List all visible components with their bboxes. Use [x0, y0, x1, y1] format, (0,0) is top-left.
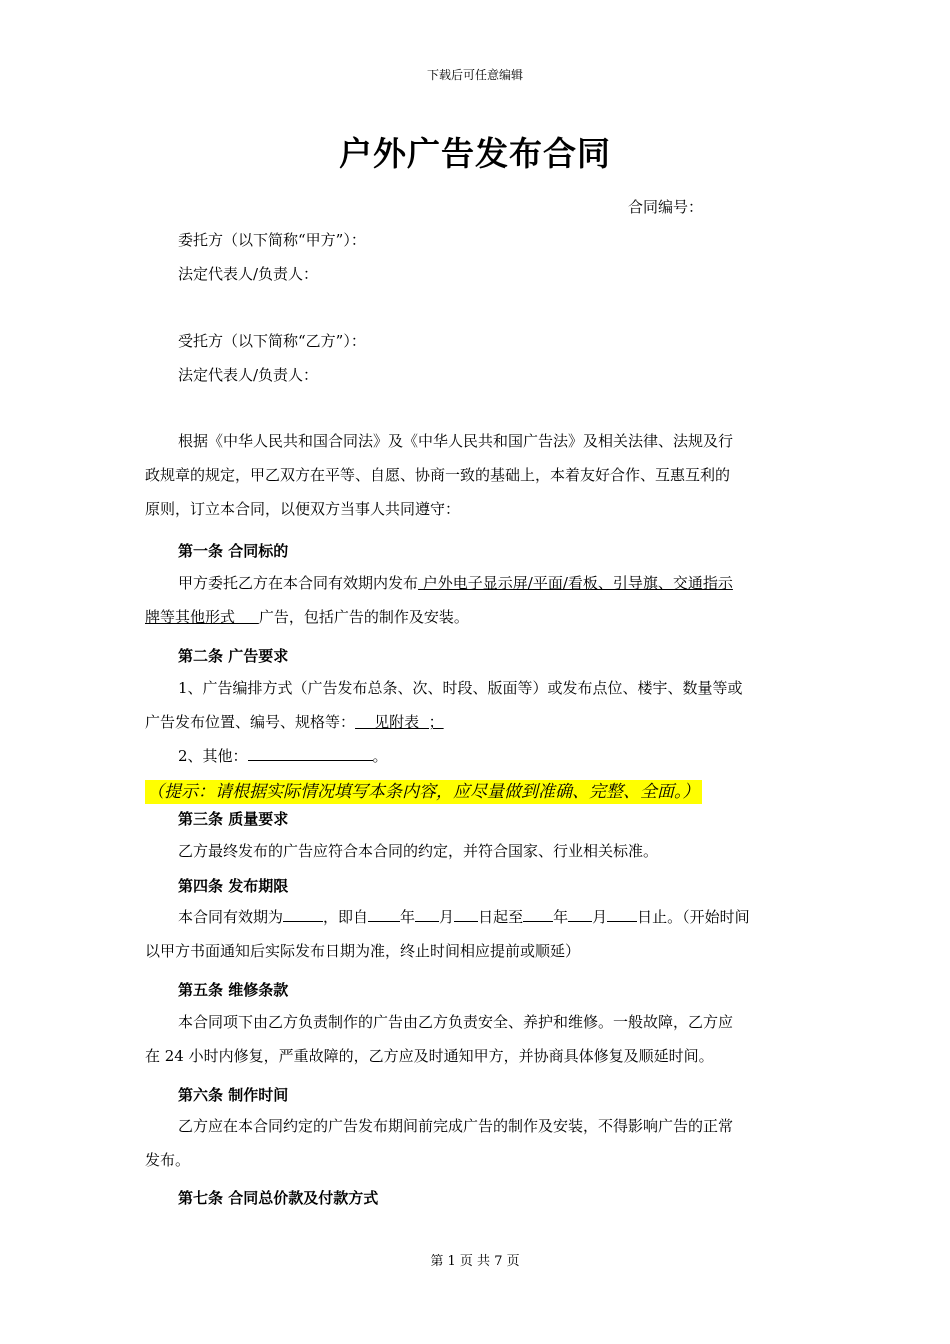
highlighted-hint: （提示：请根据实际情况填写本条内容，应尽量做到准确、完整、全面。） — [147, 782, 700, 802]
fill-blank — [415, 907, 439, 922]
party-a-label: 委托方（以下简称“甲方”）： — [178, 231, 366, 249]
article-2-text: 2、其他： — [178, 747, 248, 765]
article-6-title: 第六条 制作时间 — [178, 1086, 289, 1104]
fill-blank — [368, 907, 400, 922]
article-5-title: 第五条 维修条款 — [178, 981, 289, 999]
page-footer: 第 1 页 共 7 页 — [430, 1254, 520, 1269]
article-2-text: 广告发布位置、编号、规格等： — [145, 713, 356, 731]
article-3-line: 乙方最终发布的广告应符合本合同的约定，并符合国家、行业相关标准。 — [178, 842, 659, 860]
party-b-label: 受托方（以下简称“乙方”）： — [178, 332, 366, 350]
article-4-text: 月 — [439, 908, 455, 926]
fill-blank — [523, 907, 553, 922]
article-1-text: 甲方委托乙方在本合同有效期内发布 — [178, 574, 419, 592]
article-4-title: 第四条 发布期限 — [178, 877, 289, 895]
fill-blank — [454, 907, 478, 922]
article-4-body — [145, 900, 808, 968]
article-4-text: 日止。（开始时间 — [637, 908, 750, 926]
party-b-representative: 法定代表人/负责人： — [178, 366, 319, 384]
article-1-underlined: 牌等其他形式 — [145, 608, 259, 626]
article-6-body — [145, 1109, 808, 1177]
article-4-text: 年 — [553, 908, 569, 926]
article-2-underlined: 见附表 ； — [355, 713, 444, 731]
party-a-representative: 法定代表人/负责人： — [178, 265, 319, 283]
article-3-title: 第三条 质量要求 — [178, 810, 289, 828]
article-5-line: 本合同项下由乙方负责制作的广告由乙方负责安全、养护和维修。一般故障，乙方应 — [178, 1013, 734, 1031]
article-2-body — [145, 671, 808, 773]
article-4-text: ，即自 — [323, 908, 369, 926]
article-2-text: 。 — [372, 747, 388, 765]
document-title: 户外广告发布合同 — [339, 134, 611, 173]
article-1-body — [145, 566, 808, 634]
article-1-underlined: 户外电子显示屏/平面/看板、引导旗、交通指示 — [418, 574, 733, 592]
fill-blank — [568, 907, 592, 922]
article-4-text: 月 — [592, 908, 608, 926]
article-4-text: 日起至 — [478, 908, 524, 926]
preamble — [145, 424, 808, 526]
article-2-line: 1、广告编排方式（广告发布总条、次、时段、版面等）或发布点位、楼宇、数量等或 — [178, 679, 743, 697]
article-5-body — [145, 1005, 808, 1073]
fill-blank — [607, 907, 637, 922]
preamble-line: 根据《中华人民共和国合同法》及《中华人民共和国广告法》及相关法律、法规及行 — [178, 432, 734, 450]
article-2-title: 第二条 广告要求 — [178, 647, 289, 665]
article-3-body — [145, 834, 808, 868]
article-4-text: 本合同有效期为 — [178, 908, 284, 926]
article-4-text: 年 — [400, 908, 416, 926]
article-6-line: 发布。 — [145, 1151, 191, 1169]
preamble-line: 原则，订立本合同，以便双方当事人共同遵守： — [145, 500, 461, 518]
article-4-line: 以甲方书面通知后实际发布日期为准，终止时间相应提前或顺延） — [145, 942, 581, 960]
article-5-line: 在 24 小时内修复，严重故障的，乙方应及时通知甲方，并协商具体修复及顺延时间。 — [145, 1047, 714, 1065]
page-header: 下载后可任意编辑 — [426, 68, 523, 82]
article-7-title: 第七条 合同总价款及付款方式 — [178, 1189, 379, 1207]
fill-blank — [248, 746, 373, 761]
article-1-title: 第一条 合同标的 — [178, 542, 289, 560]
fill-blank — [283, 907, 323, 922]
article-1-text: 广告，包括广告的制作及安装。 — [258, 608, 469, 626]
contract-number-label: 合同编号： — [628, 198, 704, 216]
article-6-line: 乙方应在本合同约定的广告发布期间前完成广告的制作及安装，不得影响广告的正常 — [178, 1117, 734, 1135]
preamble-line: 政规章的规定，甲乙双方在平等、自愿、协商一致的基础上，本着友好合作、互惠互利的 — [145, 466, 731, 484]
